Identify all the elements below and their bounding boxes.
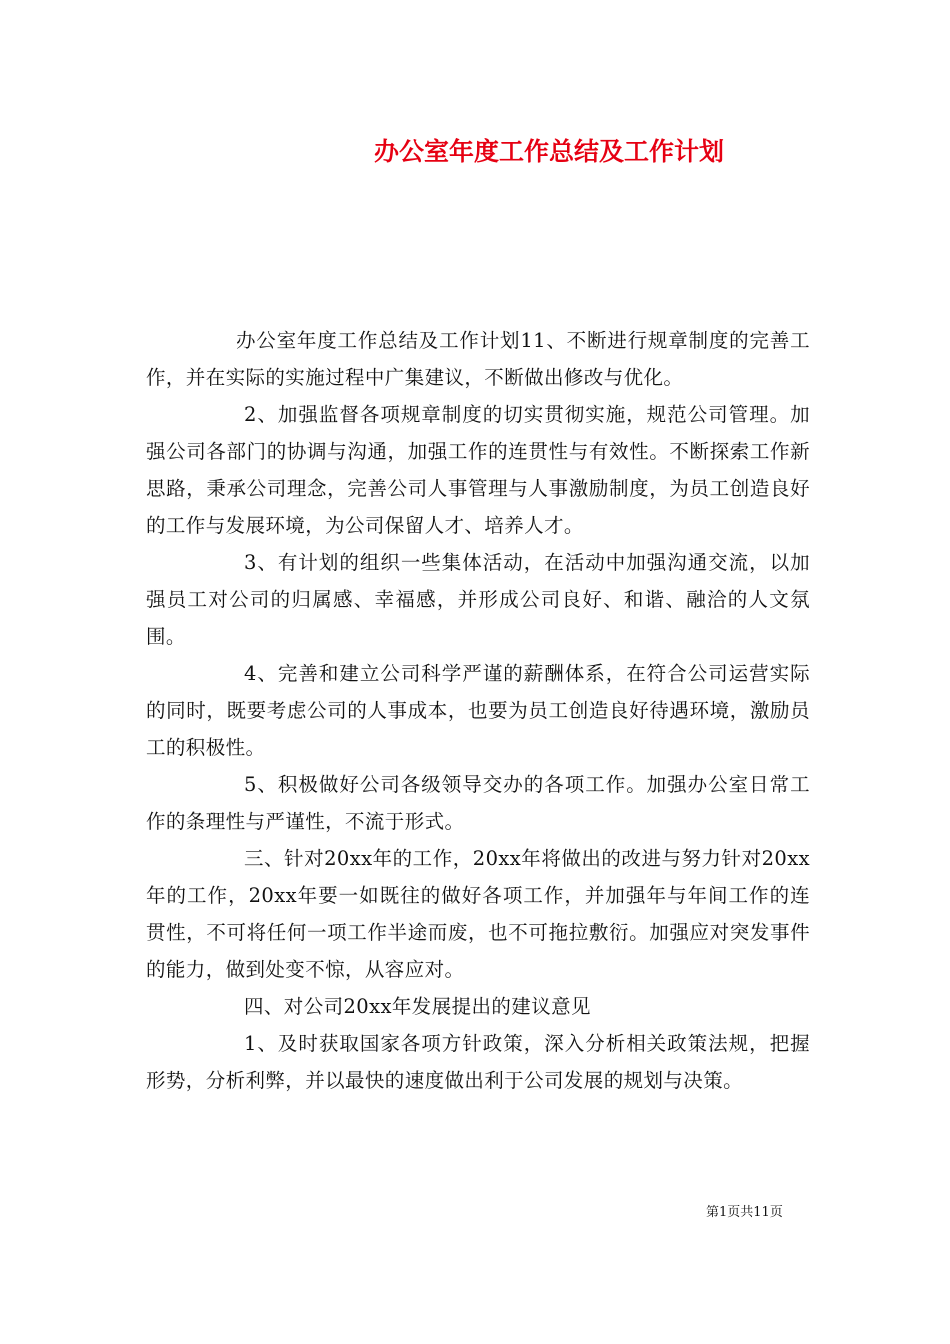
document-title: 办公室年度工作总结及工作计划 (374, 137, 725, 166)
paragraph-3: 3、有计划的组织一些集体活动，在活动中加强沟通交流，以加强员工对公司的归属感、幸福感，并形成公司良好、和谐、融洽的人文氛围。 (146, 551, 810, 648)
page-number-footer: 第1页共11页 (706, 1205, 783, 1220)
paragraph-2: 2、加强监督各项规章制度的切实贯彻实施，规范公司管理。加强公司各部门的协调与沟通，加强工作的连贯性与有效性。不断探索工作新思路，秉承公司理念，完善公司人事管理与人事激励制度，为员工创造良好的工作与发展环境，为公司保留人才、培养人才。 (146, 403, 810, 537)
paragraph-8: 1、及时获取国家各项方针政策，深入分析相关政策法规，把握形势，分析利弊，并以最快的速度做出利于公司发展的规划与决策。 (146, 1032, 810, 1092)
paragraph-5: 5、积极做好公司各级领导交办的各项工作。加强办公室日常工作的条理性与严谨性，不流于形式。 (146, 773, 810, 833)
paragraph-4: 4、完善和建立公司科学严谨的薪酬体系，在符合公司运营实际的同时，既要考虑公司的人事成本，也要为员工创造良好待遇环境，激励员工的积极性。 (146, 662, 810, 759)
paragraph-1: 办公室年度工作总结及工作计划11、不断进行规章制度的完善工作，并在实际的实施过程中广集建议，不断做出修改与优化。 (146, 329, 810, 389)
paragraph-6: 三、针对20xx年的工作，20xx年将做出的改进与努力针对20xx年的工作，20xx年要一如既往的做好各项工作，并加强年与年间工作的连贯性，不可将任何一项工作半途而废，也不可拖拉敷衍。加强应对突发事件的能力，做到处变不惊，从容应对。 (146, 847, 810, 981)
paragraph-7: 四、对公司20xx年发展提出的建议意见 (244, 995, 591, 1018)
document-body (146, 322, 810, 1099)
